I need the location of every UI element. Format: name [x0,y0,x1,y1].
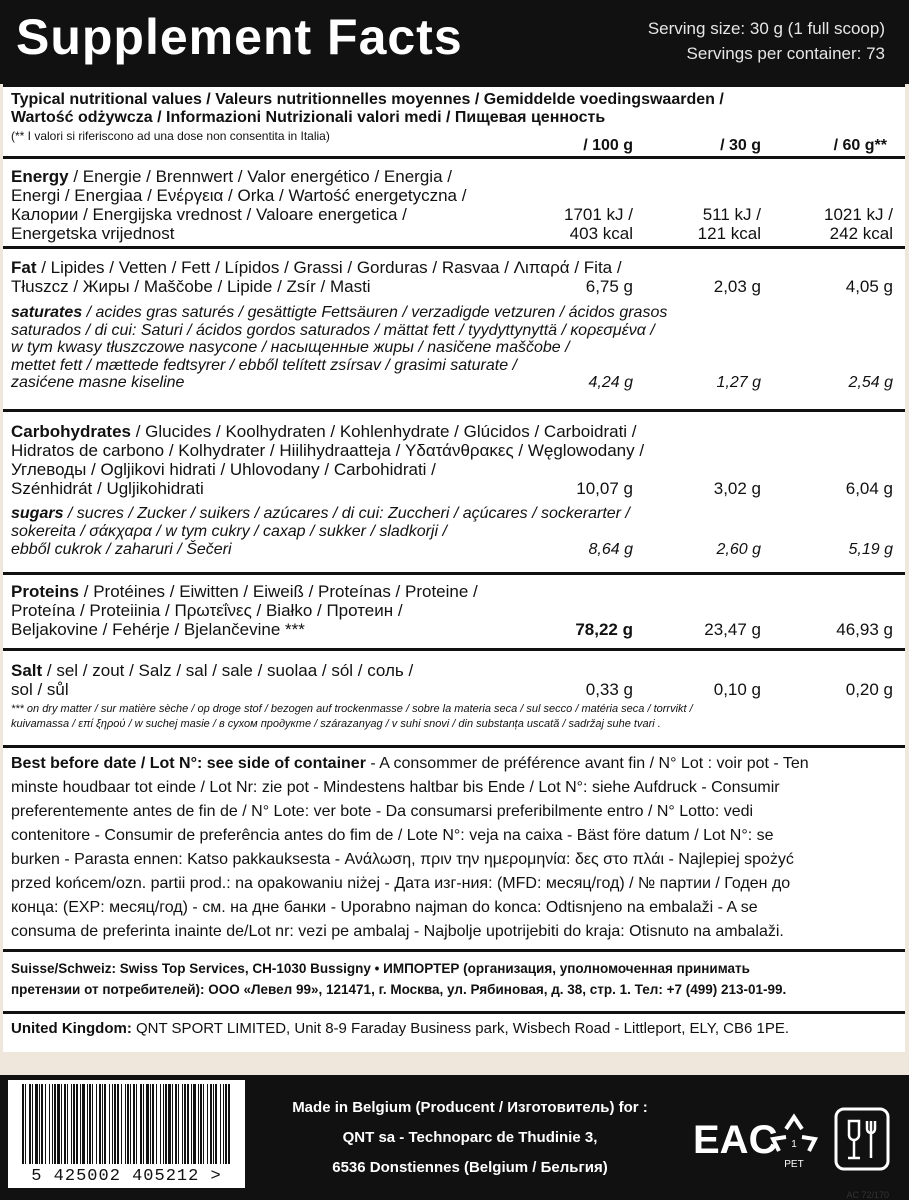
barcode-bar [125,1084,126,1164]
energy-value-100g: 1701 kJ / 403 kcal [564,205,633,243]
barcode-bar [76,1084,78,1164]
barcode-bar [25,1084,26,1164]
barcode-bar [64,1084,66,1164]
barcode-bar [92,1084,93,1164]
sugars-value-30g: 2,60 g [716,541,761,558]
uk-section [3,1014,905,1052]
carbohydrates-value-100g: 10,07 g [576,479,633,498]
column-header-100g: / 100 g [583,137,633,154]
proteins-value-100g: 78,22 g [575,620,633,639]
sugars-row: sugars / sucres / Zucker / suikers / azúcares / di cui: Zuccheri / açúcares / sockerarter / sokereita / σάκχαρα / w tym cukry / сахар / sukker / sladkorji / ebből cukrok / zaharuri / Šečeri 8,64 g 2,60 g 5,19 g [11,505,893,558]
barcode-bar [215,1084,217,1164]
fat-label: Fat [11,258,37,277]
barcode-bar [73,1084,75,1164]
page-title: Supplement Facts [16,9,463,65]
barcode-bar [87,1084,88,1164]
barcode-bar [67,1084,68,1164]
certification-icons [691,1103,891,1183]
barcode-bar [200,1084,202,1164]
barcode-bar [210,1084,212,1164]
barcode-bar [89,1084,91,1164]
barcode-bars [8,1082,245,1166]
best-before-heading: Best before date / Lot N°: see side of container [11,755,366,772]
food-contact-icon [836,1109,888,1169]
barcode [8,1080,245,1188]
recycle-label: PET [784,1159,804,1170]
barcode-bar [102,1084,103,1164]
serving-info [648,16,885,66]
manufacturer-info [255,1095,685,1181]
recycling-icon [773,1117,815,1170]
barcode-bar [165,1084,167,1164]
barcode-bar [61,1084,62,1164]
barcode-bar [160,1084,161,1164]
saturates-label: saturates [11,304,83,321]
manufacturer-address-line1: QNT sa - Technoparc de Thudinie 3, [342,1129,598,1146]
sugars-label: sugars [11,505,64,522]
sugars-value-100g: 8,64 g [588,541,633,558]
barcode-bar [220,1084,221,1164]
saturates-value-60g: 2,54 g [848,374,893,391]
carbohydrates-value-30g: 3,02 g [713,479,761,498]
salt-label: Salt [11,661,43,680]
barcode-bar [133,1084,135,1164]
column-header-30g: / 30 g [720,137,761,154]
barcode-bar [225,1084,227,1164]
energy-row: Energy / Energie / Brennwert / Valor energético / Energia / Energi / Energiaa / Ενέργεια / Orka / Wartość energetyczna / Калории / Energijska vrednost / Valoare energetica / Energetska vrijednost 1701 kJ / 403 kcal 511 kJ / 121 kcal 1021 kJ / 242 kcal [3,159,905,249]
barcode-bar [109,1084,110,1164]
barcode-bar [213,1084,214,1164]
barcode-bar [156,1084,157,1164]
barcode-bar [168,1084,171,1164]
barcode-bar [143,1084,144,1164]
barcode-number: 5 425002 405212 > [31,1167,222,1186]
barcode-bar [178,1084,179,1164]
barcode-bar [136,1084,137,1164]
serving-size: Serving size: 30 g (1 full scoop) [647,19,885,38]
proteins-value-30g: 23,47 g [704,620,761,639]
barcode-bar [112,1084,113,1164]
barcode-bar [45,1084,46,1164]
barcode-bar [193,1084,196,1164]
barcode-bar [29,1084,31,1164]
barcode-bar [198,1084,199,1164]
energy-label: Energy [11,167,69,186]
barcode-bar [207,1084,208,1164]
barcode-bar [146,1084,149,1164]
barcode-bar [172,1084,173,1164]
barcode-bar [152,1084,154,1164]
barcode-bar [52,1084,53,1164]
carbohydrates-value-60g: 6,04 g [845,479,893,498]
best-before-section: Best before date / Lot N°: see side of container - A consommer de préférence avant fin / N° Lot : voir pot - Ten minste houdbaar tot einde / Lot Nr: zie pot - Mindestens haltbar bis Ende / Lot N°: siehe Aufdruck - Consumir preferentemente antes de fin de / N° Lote: ver bote - Da consumarsi preferibilmente entro / N° Lotto: vedi contenitore - Consumir de preferência antes do fim de / Lote N°: veja na caixa - Bäst före datum / Lot N°: se burken - Parasta ennen: Katso pakkauksesta - Ανάλωση, πριν την ημερομηνία: δες στο πλάι - Najlepiej spożyć przed końcem/ozn. partii prod.: na opakowaniu niżej - Дата изг-ния: (MFD: месяц/год) / № партии / Годен до конца: (EXP: месяц/год) - см. на дне банки - Uporabno najman do konca: Odtisnjeno na embalaži - A se consuma de preferinta inainte de/Lot nr: vezi pe ambalaj - Najbolje upotrijebiti do kraja: Otisnuto na ambalaži. [3,748,905,952]
barcode-bar [114,1084,116,1164]
header-band [0,0,909,84]
barcode-bar [41,1084,43,1164]
saturates-row: saturates / acides gras saturés / gesättigte Fettsäuren / verzadigde vetzuren / ácidos grasos saturados / di cui: Saturi / ácidos gordos saturados / mättat fett / tyydyttynyttä / κορεσμένα / w tym kwasy tłuszczowe nasycone / насыщенные жиры / nasičene maščobe / mettet fett / mættede fedtsyrer / ebből telített zsírsav / grasimi saturate / zasićene masne kiseline 4,24 g 1,27 g 2,54 g [11,304,893,391]
carbohydrates-row: Carbohydrates / Glucides / Koolhydraten / Kohlenhydrate / Glúcidos / Carboidrati / Hidratos de carbono / Kolhydrater / Hiilihydraatteja / Υδατάνθρακες / Węglowodany / Углеводы / Ogljikovi hidrati / Uhlovodany / Carbohidrati / Szénhidrát / Ugljikohidrati 10,07 g 3,02 g 6,04 g sugars / sucres / Zucker / suikers / azúcares / di cui: Zuccheri / açúcares / sockerarter / sokereita / σάκχαρα / w tym cukry / сахар / sukker / sladkorji / ebből cukrok / zaharuri / Šečeri 8,64 g 2,60 g 5,19 g [3,412,905,575]
importer-line2: претензии от потребителей): ООО «Левел 99», 121471, г. Москва, ул. Рябиновая, д. 38, стр. 1. Тел: +7 (499) 213-01-99. [11,982,787,997]
eac-mark-icon: EAC [693,1118,778,1162]
saturates-value-30g: 1,27 g [716,374,761,391]
barcode-bar [182,1084,183,1164]
barcode-bar [22,1084,24,1164]
barcode-bar [127,1084,129,1164]
energy-value-60g: 1021 kJ / 242 kcal [824,205,893,243]
column-header-60g: / 60 g** [833,137,887,154]
fat-row: Fat / Lipides / Vetten / Fett / Lípidos / Grassi / Gorduras / Rasvaa / Λιπαρά / Fita / Tłuszcz / Жиры / Maščobe / Lipide / Zsír / Masti 6,75 g 2,03 g 4,05 g saturates / acides gras saturés / gesättigte Fettsäuren / verzadigde vetzuren / ácidos grasos saturados / di cui: Saturi / ácidos gordos saturados / mättat fett / tyydyttynyttä / κορεσμένα / w tym kwasy tłuszczowe nasycone / насыщенные жиры / nasičene maščobe / mettet fett / mættede fedtsyrer / ebből telített zsírsav / grasimi saturate / zasićene masne kiseline 4,24 g 1,27 g 2,54 g [3,249,905,412]
barcode-bar [121,1084,122,1164]
nutrition-panel [3,84,905,1052]
proteins-value-60g: 46,93 g [836,620,893,639]
barcode-bar [71,1084,72,1164]
barcode-bar [82,1084,85,1164]
barcode-bar [163,1084,164,1164]
barcode-bar [99,1084,101,1164]
barcode-bar [104,1084,106,1164]
proteins-label: Proteins [11,582,80,601]
barcode-bar [35,1084,38,1164]
barcode-bar [49,1084,50,1164]
salt-row: Salt / sel / zout / Salz / sal / sale / suolaa / sól / соль / sol / sůl 0,33 g 0,10 g 0,20 g *** on dry matter / sur matière sèche / op droge stof / bezogen auf trockenmasse / sobre la materia seca / sul secco / matéria seca / torrvikt / kuivamassa / επί ξηρού / w suchej masie / в сухом продукте / szárazanyag / v suhi snovi / din substanța uscată / sadržaj suhe tvari . [3,651,905,748]
salt-value-30g: 0,10 g [713,680,761,699]
barcode-bar [57,1084,60,1164]
saturates-value-100g: 4,24 g [588,374,633,391]
importer-line1: Suisse/Schweiz: Swiss Top Services, CH-1030 Bussigny • ИМПОРТЕР (организация, уполномоченная принимать [11,961,750,976]
fat-value-30g: 2,03 g [713,277,761,296]
table-header-line1: Typical nutritional values / Valeurs nutritionnelles moyennes / Gemiddelde voedingswaarden / [11,91,724,108]
salt-value-60g: 0,20 g [845,680,893,699]
uk-address: QNT SPORT LIMITED, Unit 8-9 Faraday Business park, Wisbech Road - Littleport, ELY, CB6 1PE. [131,1020,790,1037]
bottom-band [0,1075,909,1200]
sugars-value-60g: 5,19 g [848,541,893,558]
barcode-bar [80,1084,81,1164]
product-code: AC 72/170 [846,1190,889,1200]
barcode-bar [96,1084,97,1164]
fat-value-60g: 4,05 g [845,277,893,296]
barcode-bar [117,1084,119,1164]
barcode-bar [140,1084,142,1164]
barcode-bar [184,1084,186,1164]
barcode-bar [39,1084,40,1164]
importer-section [3,952,905,1014]
table-header-note: (** I valori si riferiscono ad una dose non consentita in Italia) [11,129,330,143]
barcode-bar [228,1084,230,1164]
barcode-bar [32,1084,33,1164]
energy-value-30g: 511 kJ / 121 kcal [697,205,761,243]
barcode-bar [150,1084,151,1164]
salt-value-100g: 0,33 g [585,680,633,699]
barcode-bar [175,1084,177,1164]
barcode-bar [223,1084,224,1164]
carbohydrates-label: Carbohydrates [11,422,131,441]
fat-value-100g: 6,75 g [585,277,633,296]
table-header [3,87,905,159]
barcode-bar [191,1084,192,1164]
uk-label: United Kingdom: [11,1020,132,1037]
barcode-bar [187,1084,189,1164]
dry-matter-footnote: *** on dry matter / sur matière sèche / op droge stof / bezogen auf trockenmasse / sobre la materia seca / sul secco / matéria seca / torrvikt / kuivamassa / επί ξηρού / w suchej masie / в сухом продукте / szárazanyag / v suhi snovi / din substanța uscată / sadržaj suhe tvari . [11,703,693,730]
proteins-row: Proteins / Protéines / Eiwitten / Eiweiß / Proteínas / Proteine / Proteína / Proteiinia / Πρωτεΐνες / Białko / Протеин / Beljakovine / Fehérje / Bjelančevine *** 78,22 g 23,47 g 46,93 g [3,575,905,651]
barcode-bar [203,1084,204,1164]
servings-per-container: Servings per container: 73 [686,44,885,63]
made-in-line: Made in Belgium (Producent / Изготовитель) for : [292,1099,648,1116]
table-header-line2: Wartość odżywcza / Informazioni Nutrizionali valori medi / Пищевая ценность [11,109,606,126]
barcode-bar [130,1084,131,1164]
manufacturer-address-line2: 6536 Donstiennes (Belgium / Бельгия) [332,1159,608,1176]
barcode-bar [54,1084,56,1164]
recycle-code: 1 [791,1139,797,1150]
